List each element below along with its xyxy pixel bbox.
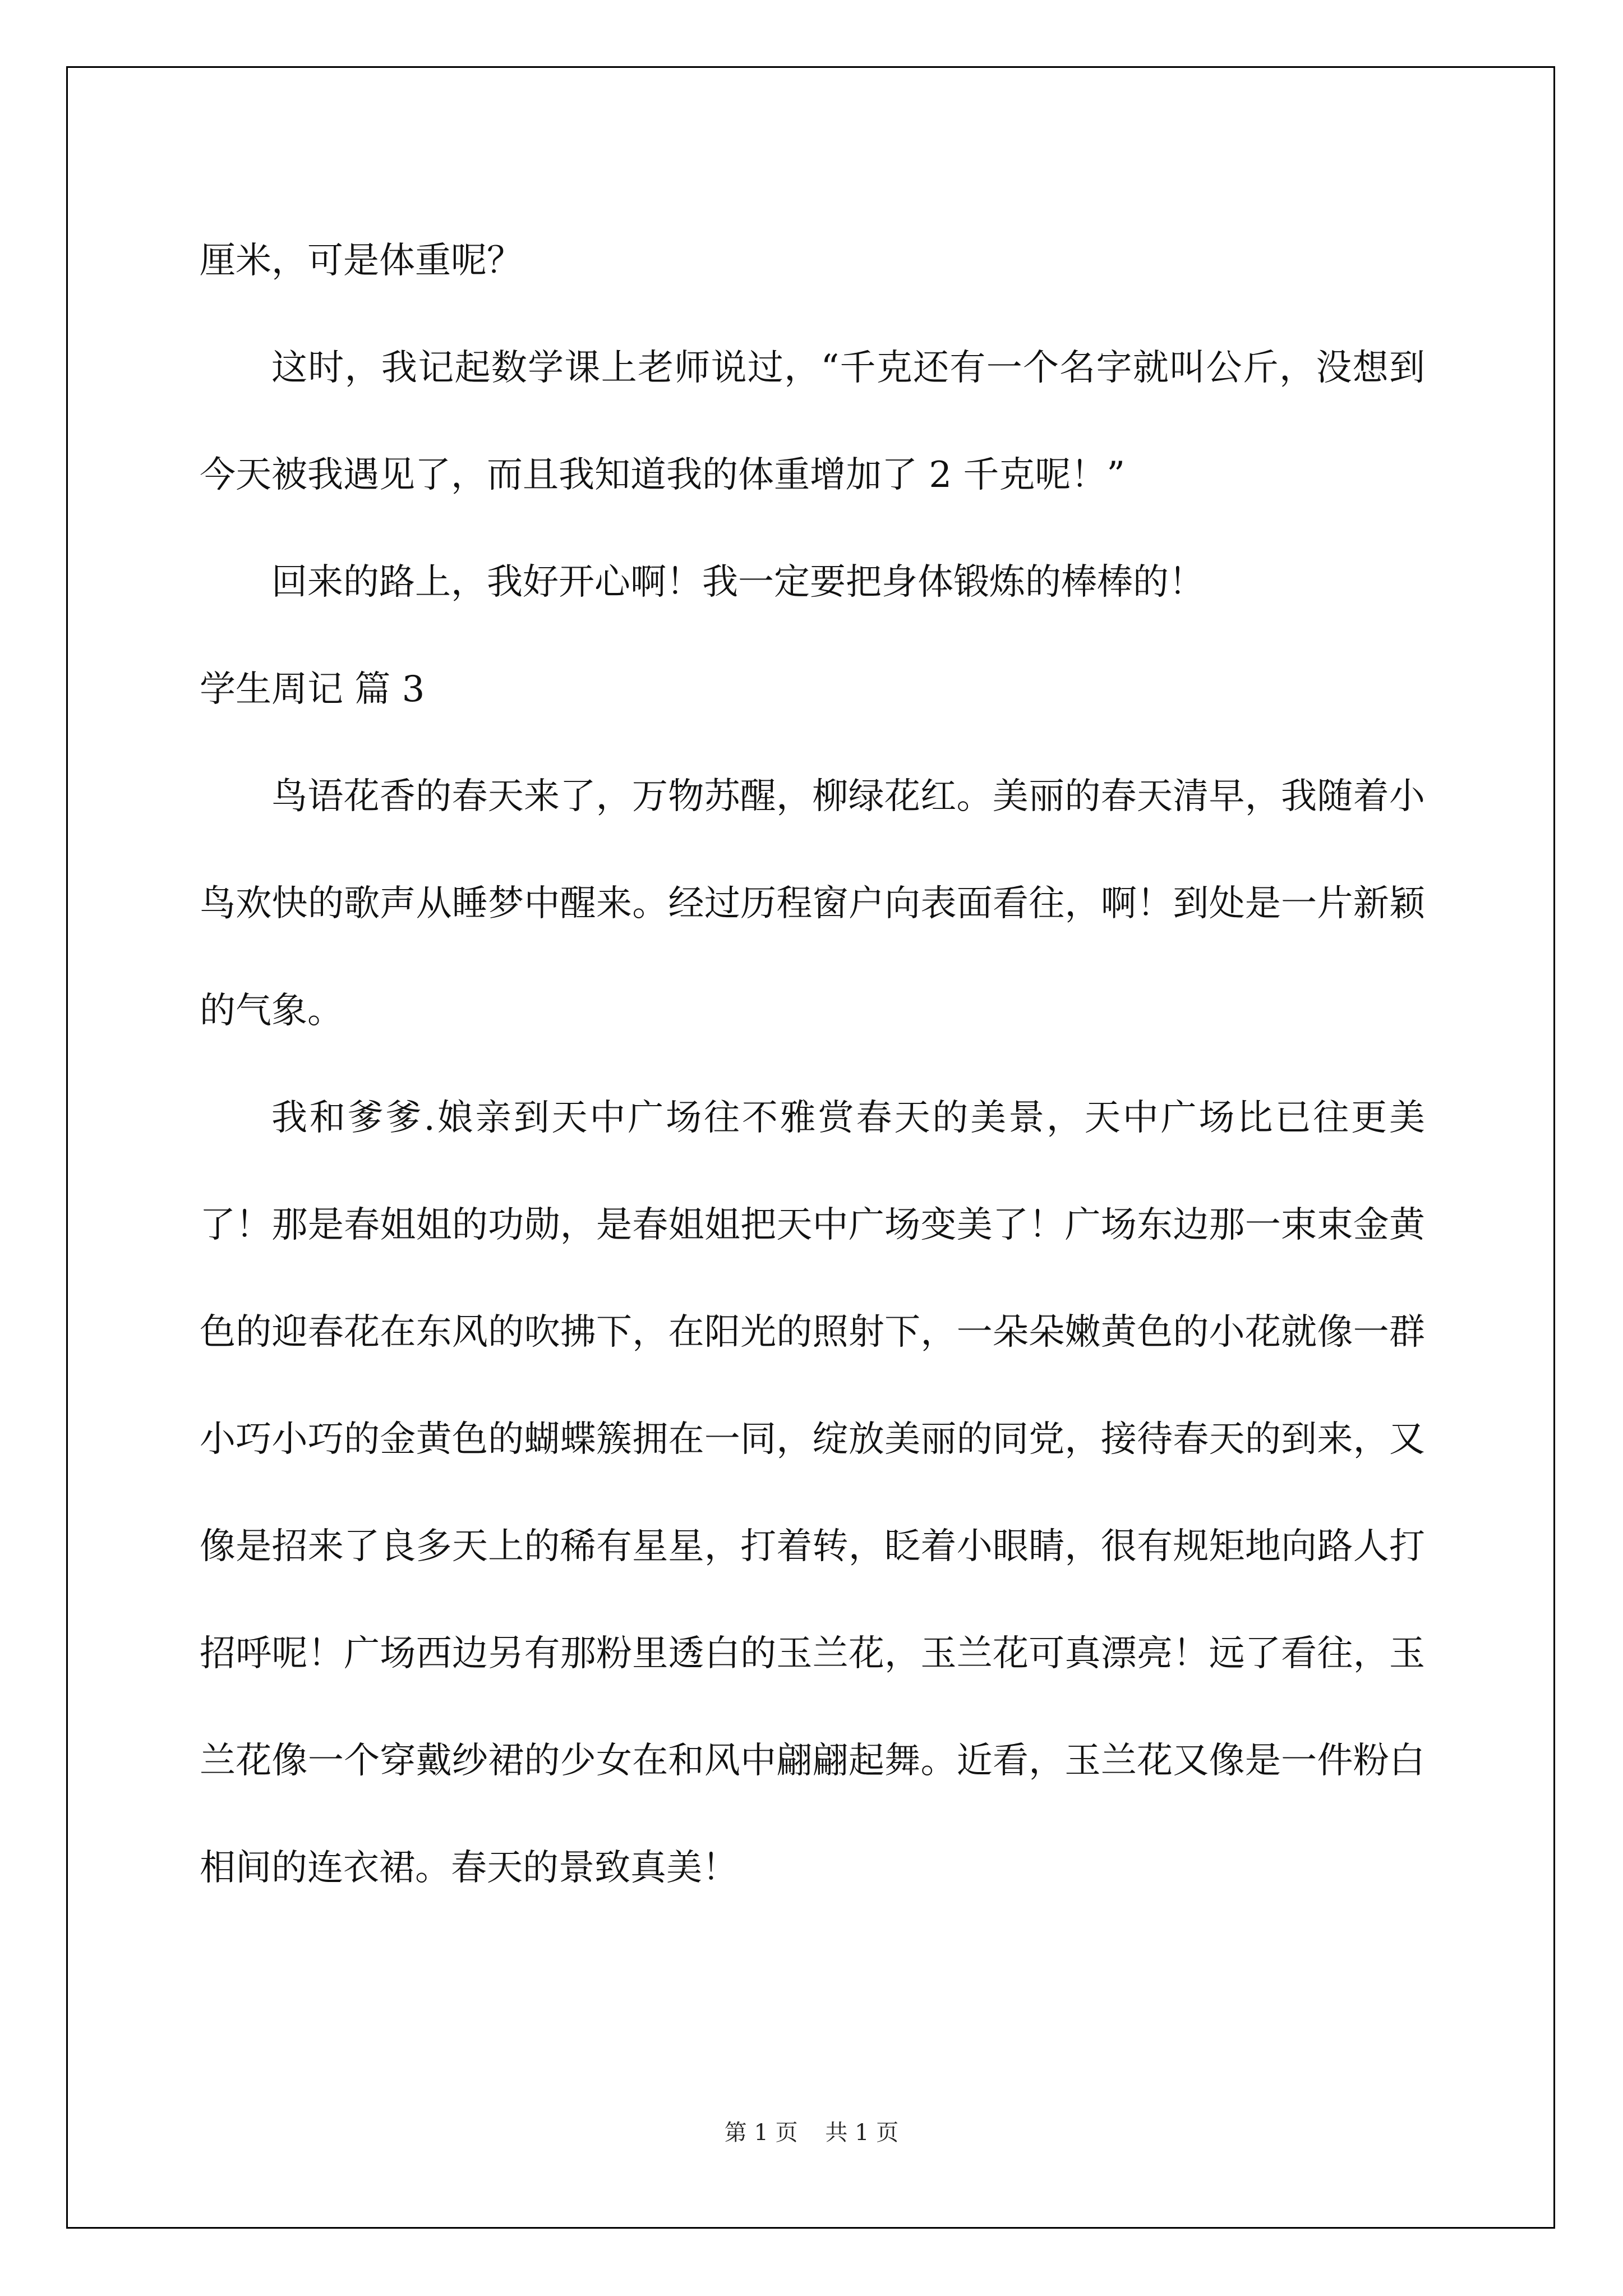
- page-footer: [0, 2115, 1623, 2147]
- paragraph: 鸟语花香的春天来了，万物苏醒，柳绿花红。美丽的春天清早，我随着小鸟欢快的歌声从睡梦中醒来。经过历程窗户向表面看往，啊！到处是一片新颖的气象。: [200, 776, 1425, 1032]
- page-total: 共 1 页: [825, 2120, 899, 2146]
- paragraph: 回来的路上，我好开心啊！我一定要把身体锻炼的棒棒的！: [271, 562, 1205, 603]
- paragraph: 这时，我记起数学课上老师说过，“千克还有一个名字就叫公斤，没想到今天被我遇见了，而且我知道我的体重增加了 2 千克呢！”: [200, 347, 1425, 496]
- document-body: [200, 208, 1425, 1922]
- page-number: 第 1 页: [724, 2120, 798, 2146]
- paragraph: 我和爹爹.娘亲到天中广场往不雅赏春天的美景，天中广场比已往更美了！那是春姐姐的功勋，是春姐姐把天中广场变美了！广场东边那一束束金黄色的迎春花在东风的吹拂下，在阳光的照射下，一朵朵嫩黄色的小花就像一群小巧小巧的金黄色的蝴蝶簇拥在一同，绽放美丽的同党，接待春天的到来，又像是招来了良多天上的稀有星星，打着转，眨着小眼睛，很有规矩地向路人打招呼呢！广场西边另有那粉里透白的玉兰花，玉兰花可真漂亮！远了看往，玉兰花像一个穿戴纱裙的少女在和风中翩翩起舞。近看，玉兰花又像是一件粉白相间的连衣裙。春天的景致真美！: [200, 1097, 1425, 1889]
- section-heading: 学生周记 篇 3: [200, 669, 425, 710]
- paragraph-continued: 厘米，可是体重呢？: [200, 240, 523, 282]
